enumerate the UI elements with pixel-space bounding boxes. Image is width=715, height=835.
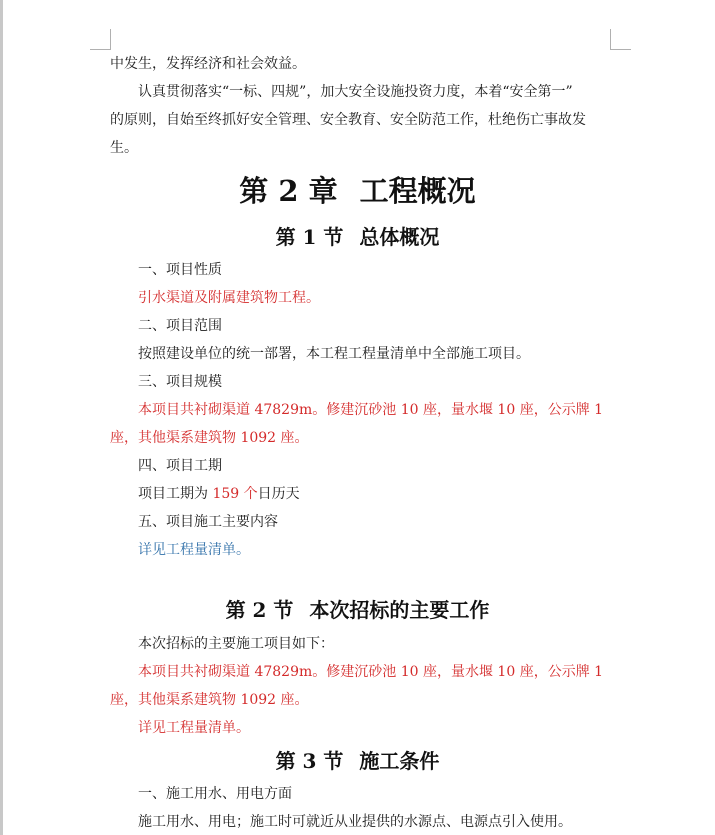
chapter-number: 第 2 章 xyxy=(239,174,338,208)
item-scope-label: 二、项目范围 xyxy=(138,318,222,334)
page-left-border xyxy=(0,0,3,835)
intro-para2-line-2: 的原则，自始至终抓好安全管理、安全教育、安全防范工作，杜绝伤亡事故发 xyxy=(110,112,586,128)
section2-heading xyxy=(110,595,605,625)
section1-number: 第 1 节 xyxy=(275,225,344,249)
chapter-title: 工程概况 xyxy=(359,174,476,208)
item-period-text xyxy=(138,480,605,508)
section3-title: 施工条件 xyxy=(359,749,440,773)
intro-para2-line-3: 生。 xyxy=(110,140,138,156)
section2-title: 本次招标的主要工作 xyxy=(309,598,490,622)
section2-line-1: 本项目共衬砌渠道 47829m。修建沉砂池 10 座，量水堰 10 座，公示牌 1 xyxy=(138,664,604,680)
item-nature-label: 一、项目性质 xyxy=(138,262,222,278)
section2-ref: 详见工程量清单。 xyxy=(138,720,250,736)
section3-heading xyxy=(110,746,605,776)
item-scale-label: 三、项目规模 xyxy=(138,374,222,390)
section3-number: 第 3 节 xyxy=(275,749,344,773)
period-prefix: 项目工期为 xyxy=(138,486,213,502)
section2-line-2: 座，其他渠系建筑物 1092 座。 xyxy=(110,692,309,708)
section3-item1-text: 施工用水、用电；施工时可就近从业提供的水源点、电源点引入使用。 xyxy=(138,814,572,830)
crop-mark-top-left xyxy=(90,29,111,50)
item-scale-line-1: 本项目共衬砌渠道 47829m。修建沉砂池 10 座，量水堰 10 座，公示牌 1 xyxy=(138,402,604,418)
section2-number: 第 2 节 xyxy=(225,598,294,622)
item-nature-text: 引水渠道及附属建筑物工程。 xyxy=(138,290,320,306)
item-content-label: 五、项目施工主要内容 xyxy=(138,514,278,530)
period-suffix: 日历天 xyxy=(257,486,300,502)
section1-heading xyxy=(110,222,605,252)
item-scope-text: 按照建设单位的统一部署，本工程工程量清单中全部施工项目。 xyxy=(138,346,530,362)
item-scale-line-2: 座，其他渠系建筑物 1092 座。 xyxy=(110,430,309,446)
section2-intro: 本次招标的主要施工项目如下： xyxy=(138,636,334,652)
chapter-heading xyxy=(110,171,605,211)
crop-mark-top-right xyxy=(610,29,631,50)
intro-line-1: 中发生，发挥经济和社会效益。 xyxy=(110,56,306,72)
item-period-label: 四、项目工期 xyxy=(138,458,222,474)
section3-item1-label: 一、施工用水、用电方面 xyxy=(138,786,292,802)
item-content-text: 详见工程量清单。 xyxy=(138,542,250,558)
section1-title: 总体概况 xyxy=(359,225,440,249)
period-value: 159 个 xyxy=(212,486,258,502)
intro-para2-line-1: 认真贯彻落实“一标、四规”，加大安全设施投资力度，本着“安全第一” xyxy=(138,84,573,100)
